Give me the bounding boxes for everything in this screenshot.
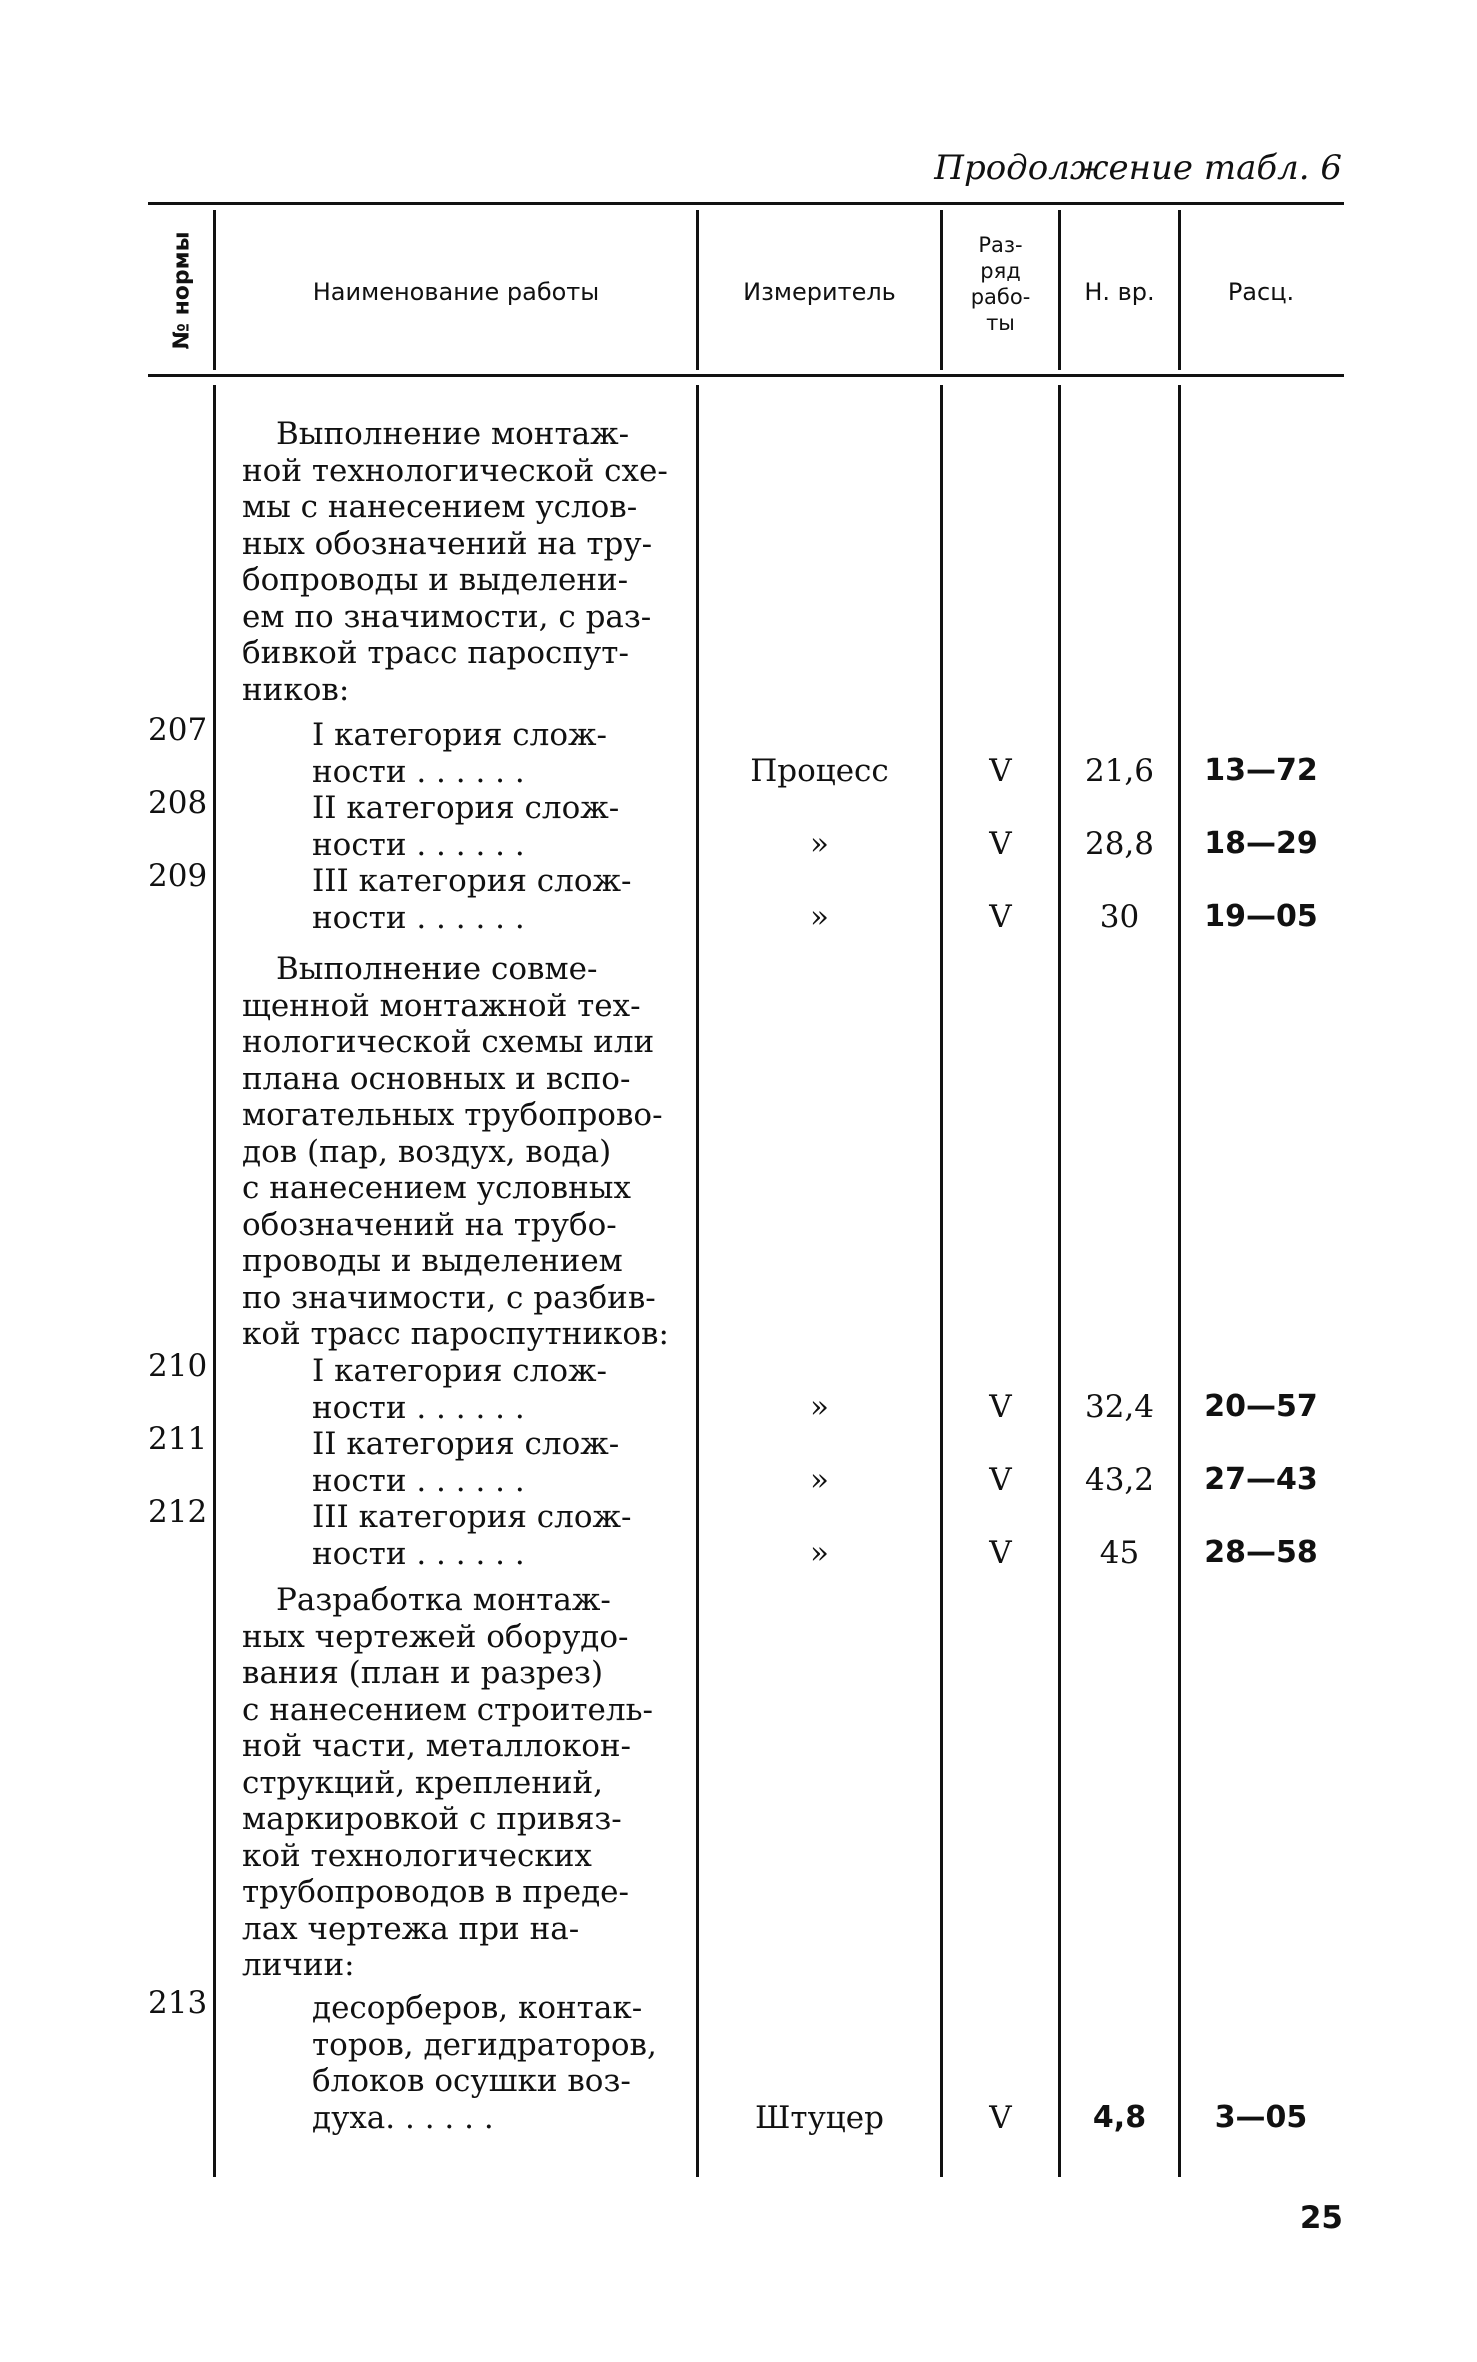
norm-time-cell: 30: [1099, 899, 1140, 935]
work-item: [312, 1499, 677, 1572]
text-line: трубопроводов в преде-: [242, 1874, 629, 1910]
column-divider: [1178, 385, 1181, 2177]
text-line: струкций, креплений,: [242, 1764, 604, 1801]
text-line: Выполнение монтаж-: [276, 416, 630, 452]
text-line: Разработка монтаж-: [276, 1582, 611, 1618]
text-line: бопроводы и выделени-: [242, 562, 629, 598]
text-line: ных чертежей оборудо-: [242, 1618, 629, 1655]
rate-cell: 3—05: [1214, 2100, 1308, 2135]
text-line: духа. . . . . .: [312, 2099, 494, 2136]
text-line: маркировкой с привяз-: [242, 1801, 622, 1837]
unit-cell: Штуцер: [755, 2100, 884, 2136]
unit-cell: »: [810, 1462, 829, 1498]
text-line: ности . . . . . .: [312, 1462, 525, 1499]
text-line: личии:: [242, 1947, 355, 1983]
text-line: лах чертежа при на-: [242, 1910, 580, 1947]
work-item: [312, 1353, 677, 1426]
text-line: плана основных и вспо-: [242, 1060, 631, 1097]
unit-cell: »: [810, 826, 829, 862]
text-line: с нанесением условных: [242, 1170, 631, 1206]
work-description-2: [242, 951, 672, 1353]
work-description-3: [242, 1582, 672, 1984]
rate-cell: 27—43: [1204, 1462, 1318, 1497]
text-line: II категория слож-: [312, 1426, 620, 1462]
grade-cell: V: [989, 826, 1012, 862]
norm-time-cell: 28,8: [1084, 826, 1155, 862]
grade-cell: V: [989, 899, 1012, 935]
header-grade: [943, 232, 1058, 336]
text-line: ности . . . . . .: [312, 753, 525, 790]
norm-number: 212: [148, 1494, 208, 1530]
grade-cell: V: [989, 1389, 1012, 1425]
text-line: мы с нанесением услов-: [242, 489, 638, 525]
text-line: ников:: [242, 671, 350, 708]
header-norm-time: Н. вр.: [1084, 278, 1155, 306]
text-line: Выполнение совме-: [276, 951, 598, 987]
work-description-1: [242, 416, 672, 708]
header-grade-line: рабо-: [970, 285, 1031, 309]
header-grade-line: Раз-: [978, 233, 1023, 257]
text-line: III категория слож-: [312, 1499, 632, 1535]
text-line: III категория слож-: [312, 863, 632, 899]
norm-number: 207: [148, 712, 208, 748]
text-line: нологической схемы или: [242, 1024, 655, 1060]
text-line: десорберов, контак-: [312, 1990, 643, 2026]
norm-number: 210: [148, 1348, 208, 1384]
rate-cell: 13—72: [1204, 753, 1318, 788]
work-item: [312, 863, 677, 936]
rate-cell: 18—29: [1204, 826, 1318, 861]
table-continuation-caption: Продолжение табл. 6: [934, 148, 1342, 188]
text-line: ной части, металлокон-: [242, 1728, 632, 1764]
header-grade-line: ты: [986, 311, 1015, 335]
text-line: ности . . . . . .: [312, 1535, 525, 1572]
unit-cell: »: [810, 1389, 829, 1425]
grade-cell: V: [989, 1462, 1012, 1498]
text-line: ем по значимости, с раз-: [242, 598, 652, 635]
column-divider: [213, 385, 216, 2177]
text-line: торов, дегидраторов,: [312, 2026, 657, 2063]
column-divider: [940, 385, 943, 2177]
text-line: I категория слож-: [312, 1353, 607, 1389]
column-divider: [1058, 385, 1061, 2177]
header-grade-line: ряд: [980, 259, 1021, 283]
header-norm-number: № нормы: [169, 231, 195, 350]
column-divider: [696, 385, 699, 2177]
text-line: ности . . . . . .: [312, 899, 525, 936]
text-line: вания (план и разрез): [242, 1655, 604, 1691]
text-line: II категория слож-: [312, 790, 620, 826]
header-grade-text: [943, 232, 1058, 336]
header-rate: Расц.: [1227, 278, 1295, 306]
text-line: дов (пар, воздух, вода): [242, 1133, 612, 1170]
norm-time-cell: 21,6: [1084, 753, 1155, 789]
text-line: щенной монтажной тех-: [242, 987, 641, 1024]
norm-number: 209: [148, 858, 208, 894]
norm-time-cell: 45: [1099, 1535, 1140, 1571]
text-line: проводы и выделением: [242, 1243, 623, 1279]
text-line: кой трасс пароспутников:: [242, 1316, 669, 1352]
header-bottom-rule: [148, 374, 1344, 377]
text-line: по значимости, с разбив-: [242, 1279, 656, 1316]
grade-cell: V: [989, 753, 1012, 789]
header-top-rule: [148, 202, 1344, 205]
text-line: ной технологической схе-: [242, 452, 668, 489]
text-line: могательных трубопрово-: [242, 1097, 663, 1133]
text-line: с нанесением строитель-: [242, 1691, 653, 1728]
text-line: бивкой трасс пароспут-: [242, 635, 629, 671]
text-line: ных обозначений на тру-: [242, 525, 653, 562]
work-item: [312, 1426, 677, 1499]
text-line: обозначений на трубо-: [242, 1206, 617, 1243]
header-unit: Измеритель: [743, 278, 896, 306]
norm-time-cell: 43,2: [1084, 1462, 1155, 1498]
rate-cell: 20—57: [1204, 1389, 1318, 1424]
norm-time-cell: 4,8: [1092, 2100, 1147, 2135]
work-item: [312, 1990, 677, 2136]
text-line: кой технологических: [242, 1837, 592, 1874]
unit-cell: Процесс: [750, 753, 889, 789]
work-item: [312, 790, 677, 863]
page-number: 25: [1299, 2200, 1343, 2236]
grade-cell: V: [989, 1535, 1012, 1571]
unit-cell: »: [810, 1535, 829, 1571]
unit-cell: »: [810, 899, 829, 935]
text-line: ности . . . . . .: [312, 826, 525, 863]
work-item: [312, 717, 677, 790]
norm-number: 208: [148, 785, 208, 821]
grade-cell: V: [989, 2100, 1012, 2136]
header-work-name: Наименование работы: [312, 278, 600, 306]
norm-number: 211: [148, 1421, 208, 1457]
norm-number: 213: [148, 1985, 208, 2021]
text-line: ности . . . . . .: [312, 1389, 525, 1426]
rate-cell: 19—05: [1204, 899, 1318, 934]
text-line: блоков осушки воз-: [312, 2063, 631, 2099]
text-line: I категория слож-: [312, 717, 607, 753]
rate-cell: 28—58: [1204, 1535, 1318, 1570]
norm-time-cell: 32,4: [1084, 1389, 1155, 1425]
